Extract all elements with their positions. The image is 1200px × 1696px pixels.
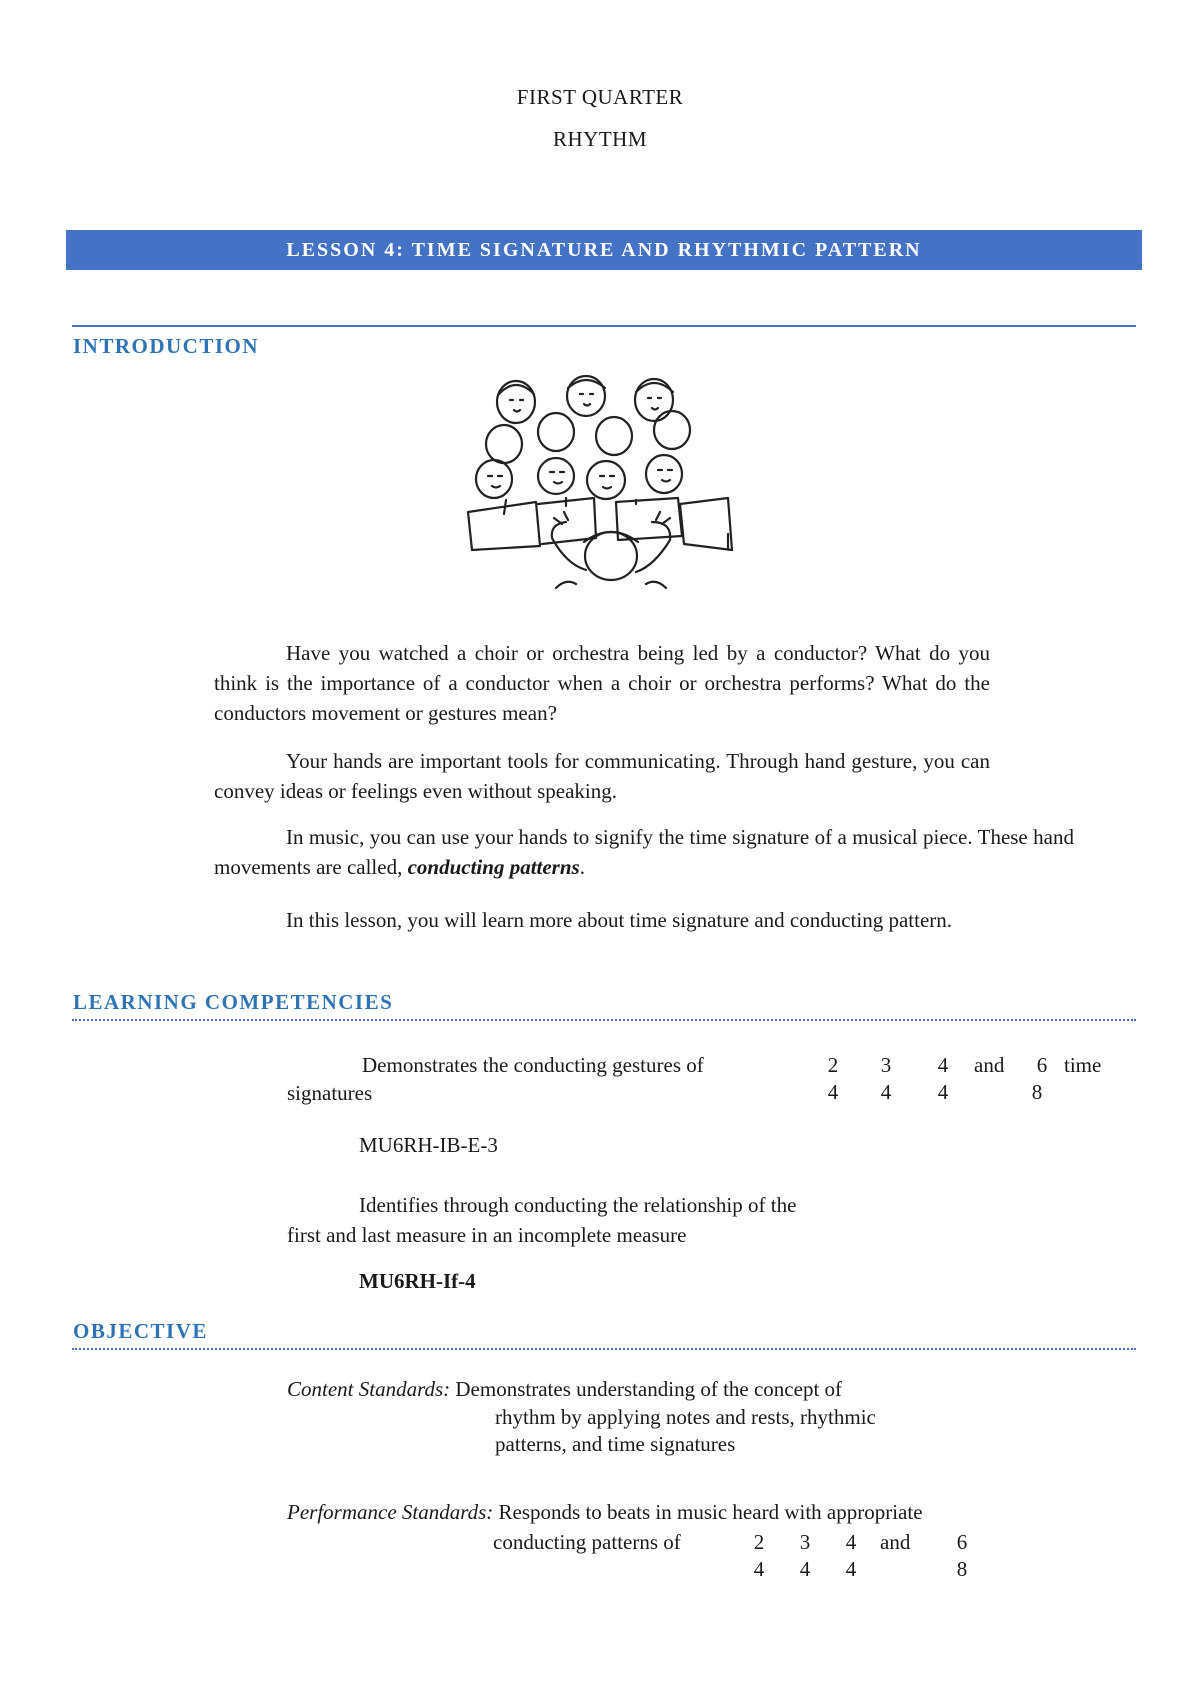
and-label: and bbox=[880, 1530, 911, 1554]
content-standards-line-2: rhythm by applying notes and rests, rhythmic bbox=[495, 1405, 876, 1429]
performance-standards-line-1: Responds to beats in music heard with appropriate bbox=[498, 1500, 923, 1524]
intro-paragraph-1: Have you watched a choir or orchestra being led by a conductor? What do you think is the importance of a conductor when a choir or orchestra performs? What do the conductors movement or gestures mean? bbox=[214, 641, 990, 725]
objective-rule bbox=[72, 1348, 1136, 1350]
intro-paragraph-2: Your hands are important tools for communicating. Through hand gesture, you can convey ideas or feelings even without speaking. bbox=[214, 749, 990, 803]
learning-competencies-rule bbox=[72, 1019, 1136, 1021]
intro-paragraph-3 bbox=[214, 822, 1074, 882]
choir-conductor-illustration bbox=[466, 374, 746, 592]
performance-standards-label: Performance Standards: bbox=[287, 1500, 494, 1524]
content-standards-label: Content Standards: bbox=[287, 1377, 451, 1401]
quarter-heading: FIRST QUARTER bbox=[516, 85, 684, 109]
conducting-patterns-emphasis: conducting patterns bbox=[407, 855, 580, 879]
intro-paragraph-3-text: In music, you can use your hands to signify the time signature of a musical piece. These hand movements are called, bbox=[214, 825, 1074, 879]
time-sig-bottom: 8 bbox=[956, 1557, 968, 1581]
time-sig-bottom: 4 bbox=[753, 1557, 765, 1581]
learning-competencies-title: LEARNING COMPETENCIES bbox=[73, 990, 394, 1014]
content-standards-line-3: patterns, and time signatures bbox=[495, 1432, 736, 1456]
introduction-title: INTRODUCTION bbox=[73, 334, 260, 358]
competency-1-code: MU6RH-IB-E-3 bbox=[359, 1133, 498, 1157]
unit-heading: RHYTHM bbox=[552, 127, 647, 151]
time-sig-bottom: 8 bbox=[1031, 1080, 1043, 1104]
introduction-rule bbox=[72, 325, 1136, 327]
time-sig-top: 2 bbox=[753, 1530, 765, 1554]
competency-1-line-1: Demonstrates the conducting gestures of bbox=[362, 1053, 704, 1077]
time-sig-bottom: 4 bbox=[937, 1080, 949, 1104]
time-sig-top: 3 bbox=[880, 1053, 892, 1077]
time-sig-top: 3 bbox=[799, 1530, 811, 1554]
content-standards-line-1: Demonstrates understanding of the concept of bbox=[455, 1377, 843, 1401]
intro-paragraph-3-end: . bbox=[579, 855, 585, 879]
time-sig-top: 4 bbox=[937, 1053, 949, 1077]
time-sig-top: 6 bbox=[956, 1530, 968, 1554]
competency-2-line-1: Identifies through conducting the relationship of the bbox=[359, 1193, 797, 1217]
and-label: and bbox=[974, 1053, 1005, 1077]
competency-2-code: MU6RH-If-4 bbox=[359, 1269, 476, 1293]
objective-title: OBJECTIVE bbox=[73, 1319, 208, 1343]
performance-standards bbox=[287, 1497, 923, 1527]
time-sig-top: 6 bbox=[1036, 1053, 1048, 1077]
content-standards bbox=[287, 1375, 842, 1403]
time-sig-top: 2 bbox=[827, 1053, 839, 1077]
time-label: time bbox=[1064, 1053, 1102, 1077]
time-sig-bottom: 4 bbox=[827, 1080, 839, 1104]
competency-2-line-2: first and last measure in an incomplete measure bbox=[287, 1223, 687, 1247]
time-sig-bottom: 4 bbox=[880, 1080, 892, 1104]
intro-paragraph-4: In this lesson, you will learn more about time signature and conducting pattern. bbox=[286, 908, 953, 932]
time-sig-bottom: 4 bbox=[799, 1557, 811, 1581]
time-sig-bottom: 4 bbox=[845, 1557, 857, 1581]
performance-standards-line-2: conducting patterns of bbox=[493, 1530, 681, 1554]
competency-1-line-2: signatures bbox=[287, 1081, 373, 1105]
time-sig-top: 4 bbox=[845, 1530, 857, 1554]
lesson-banner: LESSON 4: TIME SIGNATURE AND RHYTHMIC PATTERN bbox=[66, 230, 1142, 270]
